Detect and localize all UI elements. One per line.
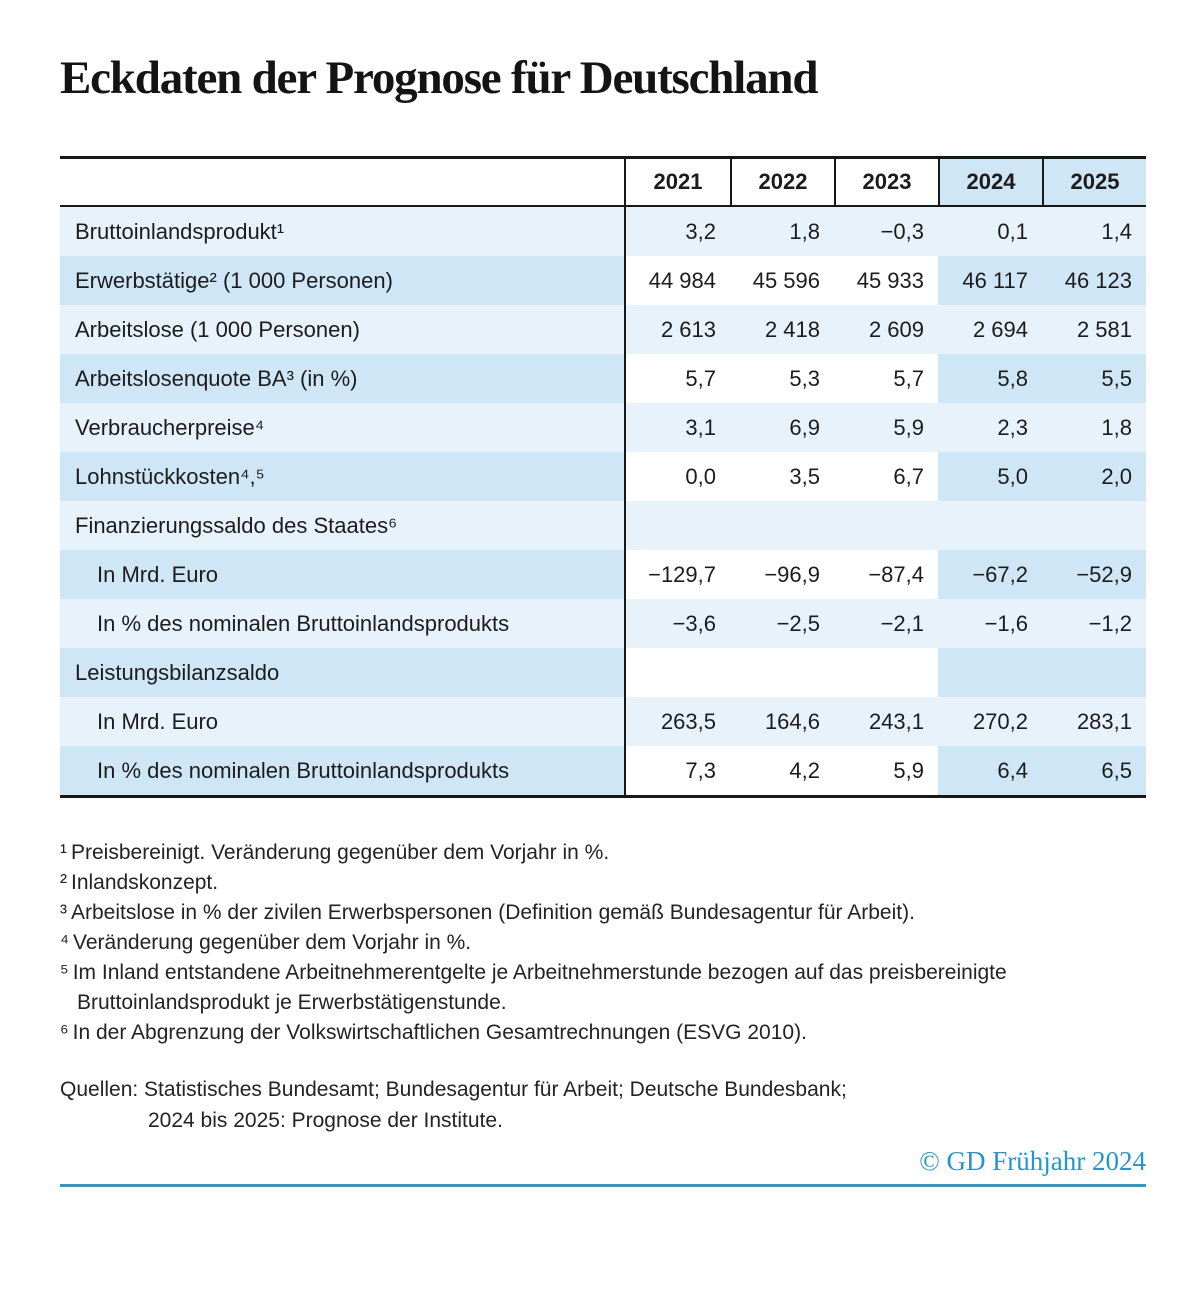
table-row — [60, 403, 1146, 452]
footnote: ⁴ Veränderung gegenüber dem Vorjahr in %. — [60, 931, 472, 954]
table-row — [60, 746, 1146, 795]
value-cell: 2 418 — [730, 305, 834, 354]
value-cell: −3,6 — [626, 599, 730, 648]
table-row — [60, 256, 1146, 305]
value-cell: 45 596 — [730, 256, 834, 305]
table-row — [60, 207, 1146, 256]
value-cell: −0,3 — [834, 207, 938, 256]
value-cell: 283,1 — [1042, 697, 1146, 746]
value-cell: −2,1 — [834, 599, 938, 648]
table-row — [60, 648, 1146, 697]
value-cell: 263,5 — [626, 697, 730, 746]
year-cell-2021: 2021 — [626, 159, 730, 205]
footnote: ³ Arbeitslose in % der zivilen Erwerbspersonen (Definition gemäß Bundesagentur für Arbeit). — [60, 901, 915, 924]
table-body — [60, 207, 1146, 795]
footnote-marker: ² — [60, 871, 67, 894]
value-cell: 46 117 — [938, 256, 1042, 305]
value-cell — [938, 501, 1042, 550]
value-cell: 164,6 — [730, 697, 834, 746]
value-cell: −2,5 — [730, 599, 834, 648]
table-row — [60, 599, 1146, 648]
year-cell-2023: 2023 — [834, 159, 938, 205]
footnote: ⁵ Im Inland entstandene Arbeitnehmerentgelte je Arbeitnehmerstunde bezogen auf das preisbereinigte — [60, 961, 1007, 984]
value-cell: 4,2 — [730, 746, 834, 795]
table-row — [60, 501, 1146, 550]
value-cell: 2 694 — [938, 305, 1042, 354]
row-label-cell: Verbraucherpreise⁴ — [60, 403, 626, 452]
footnote: ¹ Preisbereinigt. Veränderung gegenüber dem Vorjahr in %. — [60, 841, 610, 864]
year-cell-2025: 2025 — [1042, 159, 1146, 205]
value-cell: −129,7 — [626, 550, 730, 599]
value-cell — [626, 648, 730, 697]
row-label-cell: In % des nominalen Bruttoinlandsprodukts — [60, 599, 626, 648]
stub-cell — [60, 159, 626, 205]
sources-line-2: 2024 bis 2025: Prognose der Institute. — [148, 1109, 503, 1132]
value-cell: 3,5 — [730, 452, 834, 501]
value-cell: 45 933 — [834, 256, 938, 305]
row-label-cell: Lohnstückkosten⁴,⁵ — [60, 452, 626, 501]
table-row — [60, 305, 1146, 354]
value-cell: 270,2 — [938, 697, 1042, 746]
value-cell — [730, 648, 834, 697]
footnote: ⁶ In der Abgrenzung der Volkswirtschaftlichen Gesamtrechnungen (ESVG 2010). — [60, 1021, 807, 1044]
value-cell: 6,5 — [1042, 746, 1146, 795]
footnote: ² Inlandskonzept. — [60, 871, 219, 894]
row-label-cell: Bruttoinlandsprodukt¹ — [60, 207, 626, 256]
row-label-cell: In Mrd. Euro — [60, 550, 626, 599]
value-cell: 1,8 — [730, 207, 834, 256]
value-cell: 5,7 — [834, 354, 938, 403]
table-row — [60, 550, 1146, 599]
figure-page — [60, 52, 1146, 1187]
row-label-cell: Leistungsbilanzsaldo — [60, 648, 626, 697]
value-cell: −87,4 — [834, 550, 938, 599]
year-cell-2022: 2022 — [730, 159, 834, 205]
value-cell: 5,8 — [938, 354, 1042, 403]
table-header-row — [60, 159, 1146, 207]
footnote-marker: ⁴ — [60, 931, 70, 954]
footnote-marker: ⁵ — [60, 961, 69, 984]
table-row — [60, 697, 1146, 746]
sources-line-1: Quellen: Statistisches Bundesamt; Bundesagentur für Arbeit; Deutsche Bundesbank; — [60, 1078, 847, 1101]
value-cell: 7,3 — [626, 746, 730, 795]
footnote: Bruttoinlandsprodukt je Erwerbstätigenstunde. — [77, 991, 507, 1014]
bottom-rule — [60, 1184, 1146, 1187]
table-row — [60, 452, 1146, 501]
footnote-marker: ⁶ — [60, 1021, 69, 1044]
value-cell: 6,7 — [834, 452, 938, 501]
value-cell — [834, 648, 938, 697]
value-cell: 2 613 — [626, 305, 730, 354]
value-cell — [1042, 648, 1146, 697]
value-cell: 0,1 — [938, 207, 1042, 256]
value-cell: 46 123 — [1042, 256, 1146, 305]
row-label-cell: Finanzierungssaldo des Staates⁶ — [60, 501, 626, 550]
value-cell — [626, 501, 730, 550]
value-cell: 2,0 — [1042, 452, 1146, 501]
value-cell: 243,1 — [834, 697, 938, 746]
page-title: Eckdaten der Prognose für Deutschland — [60, 52, 818, 104]
value-cell: 5,9 — [834, 746, 938, 795]
value-cell: −1,2 — [1042, 599, 1146, 648]
footnote-marker: ³ — [60, 901, 67, 924]
table-row — [60, 354, 1146, 403]
value-cell: 3,2 — [626, 207, 730, 256]
row-label-cell: In Mrd. Euro — [60, 697, 626, 746]
value-cell: 2 609 — [834, 305, 938, 354]
value-cell — [1042, 501, 1146, 550]
value-cell: 3,1 — [626, 403, 730, 452]
value-cell: 6,9 — [730, 403, 834, 452]
row-label-cell: Erwerbstätige² (1 000 Personen) — [60, 256, 626, 305]
value-cell: 2,3 — [938, 403, 1042, 452]
value-cell: −96,9 — [730, 550, 834, 599]
value-cell — [730, 501, 834, 550]
value-cell: 5,3 — [730, 354, 834, 403]
sources — [60, 1074, 1146, 1136]
value-cell: 5,0 — [938, 452, 1042, 501]
value-cell: −67,2 — [938, 550, 1042, 599]
value-cell: 1,8 — [1042, 403, 1146, 452]
forecast-table — [60, 156, 1146, 798]
row-label-cell: Arbeitslosenquote BA³ (in %) — [60, 354, 626, 403]
value-cell: −1,6 — [938, 599, 1042, 648]
row-label-cell: Arbeitslose (1 000 Personen) — [60, 305, 626, 354]
footnotes — [60, 838, 1146, 1048]
year-cell-2024: 2024 — [938, 159, 1042, 205]
value-cell: 5,5 — [1042, 354, 1146, 403]
value-cell: 44 984 — [626, 256, 730, 305]
value-cell: 1,4 — [1042, 207, 1146, 256]
value-cell: 0,0 — [626, 452, 730, 501]
footnote-marker: ¹ — [60, 841, 67, 864]
row-label-cell: In % des nominalen Bruttoinlandsprodukts — [60, 746, 626, 795]
value-cell: −52,9 — [1042, 550, 1146, 599]
value-cell: 2 581 — [1042, 305, 1146, 354]
value-cell: 5,9 — [834, 403, 938, 452]
value-cell: 6,4 — [938, 746, 1042, 795]
value-cell — [938, 648, 1042, 697]
value-cell: 5,7 — [626, 354, 730, 403]
copyright-note: © GD Frühjahr 2024 — [919, 1146, 1146, 1176]
value-cell — [834, 501, 938, 550]
